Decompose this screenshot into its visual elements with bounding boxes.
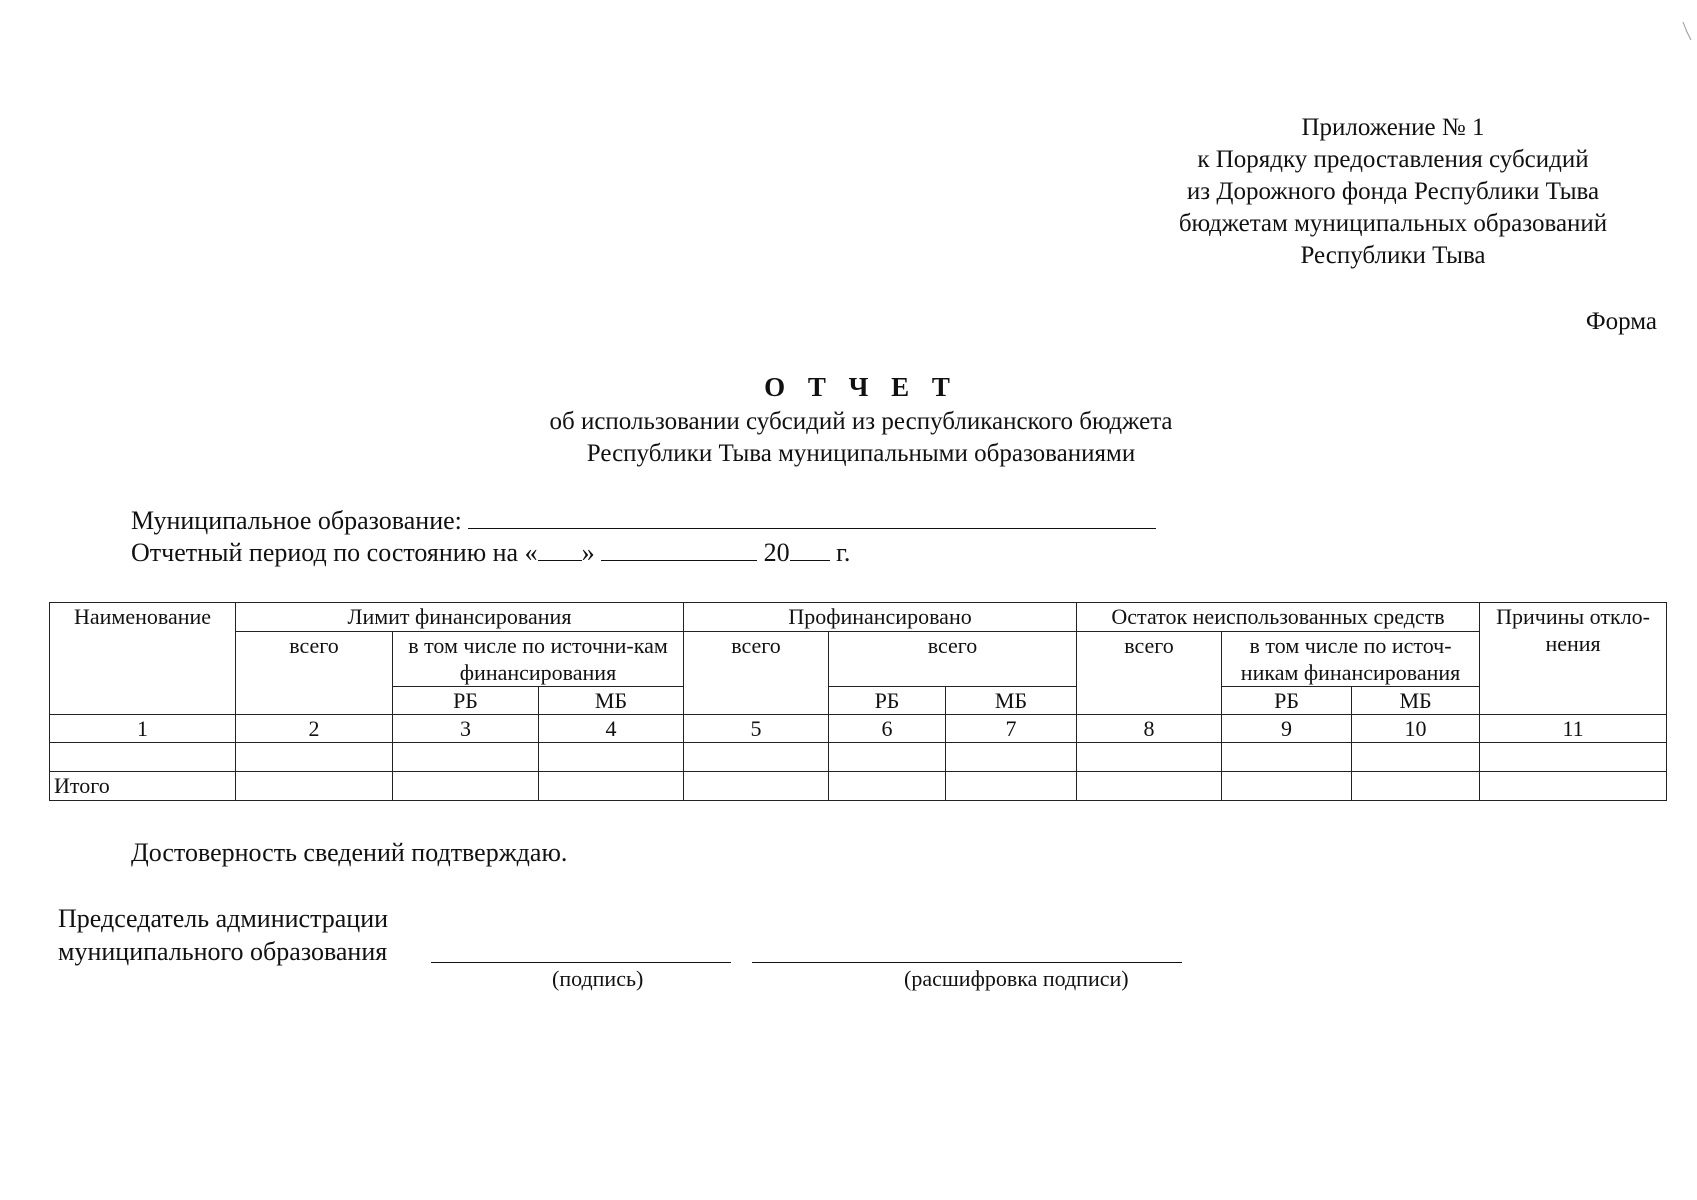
form-label: Форма (1585, 308, 1657, 335)
table-cell[interactable] (829, 772, 946, 801)
header-remainder-mb: МБ (1352, 687, 1480, 715)
header-reasons: Причины откло-нения (1480, 603, 1667, 715)
period-year-prefix: 20 (763, 538, 790, 567)
confirmation-statement: Достоверность сведений подтверждаю. (131, 838, 568, 867)
period-open-quote: « (524, 538, 538, 567)
report-table (49, 602, 1667, 801)
table-cell[interactable] (539, 743, 684, 772)
header-remainder-rb: РБ (1222, 687, 1352, 715)
column-number: 6 (829, 715, 946, 743)
period-day-input[interactable] (538, 538, 582, 561)
table-cell[interactable] (946, 772, 1077, 801)
table-cell[interactable] (236, 743, 393, 772)
municipality-field (131, 506, 1156, 536)
appendix-reference (1133, 112, 1653, 272)
document-subtitle (0, 406, 1697, 470)
signature-caption: (подпись) (552, 966, 644, 991)
header-name: Наименование (50, 603, 236, 715)
column-number: 10 (1352, 715, 1480, 743)
reporting-period-field (131, 538, 850, 568)
column-number: 5 (684, 715, 829, 743)
column-number: 4 (539, 715, 684, 743)
header-financed-mb: МБ (946, 687, 1077, 715)
period-year-input[interactable] (790, 538, 830, 561)
appendix-line: Приложение № 1 (1301, 114, 1485, 141)
period-month-input[interactable] (601, 538, 757, 561)
period-label: Отчетный период по состоянию на (131, 538, 519, 567)
document-title: О Т Ч Е Т (764, 372, 958, 402)
table-cell[interactable] (1077, 743, 1222, 772)
header-remainder-sources: в том числе по источ-никам финансирования (1222, 632, 1480, 687)
position-line: муниципального образования (58, 937, 388, 966)
appendix-line: бюджетам муниципальных образований (1178, 210, 1608, 237)
header-financed-total-2: всего (829, 632, 1077, 687)
appendix-line: Республики Тыва (1300, 242, 1486, 269)
total-label: Итого (50, 772, 236, 801)
table-cell[interactable] (539, 772, 684, 801)
column-number: 11 (1480, 715, 1667, 743)
column-number: 9 (1222, 715, 1352, 743)
header-limit-mb: МБ (539, 687, 684, 715)
table-row-total (50, 772, 1667, 801)
municipality-input[interactable] (468, 506, 1156, 529)
row-name-cell[interactable] (50, 743, 236, 772)
position-line: Председатель администрации (58, 904, 389, 933)
signatory-position (58, 902, 388, 968)
table-row (50, 743, 1667, 772)
column-number: 3 (393, 715, 539, 743)
signature-transcript-line[interactable] (752, 962, 1182, 963)
table-cell[interactable] (1480, 772, 1667, 801)
municipality-label: Муниципальное образование: (131, 506, 462, 535)
period-close-quote: » (581, 538, 595, 567)
column-number: 7 (946, 715, 1077, 743)
table-cell[interactable] (1222, 772, 1352, 801)
table-cell[interactable] (1222, 743, 1352, 772)
header-financed-total: всего (684, 632, 829, 715)
header-limit-rb: РБ (393, 687, 539, 715)
transcript-caption: (расшифровка подписи) (904, 966, 1129, 991)
table-cell[interactable] (1480, 743, 1667, 772)
column-number: 2 (236, 715, 393, 743)
period-suffix: г. (836, 538, 851, 567)
table-cell[interactable] (236, 772, 393, 801)
header-limit: Лимит финансирования (236, 603, 684, 632)
table-cell[interactable] (393, 743, 539, 772)
column-number: 1 (50, 715, 236, 743)
column-number-row (50, 715, 1667, 743)
header-financed: Профинансировано (684, 603, 1077, 632)
table-cell[interactable] (393, 772, 539, 801)
table-cell[interactable] (1077, 772, 1222, 801)
appendix-line: к Порядку предоставления субсидий (1197, 146, 1589, 173)
subtitle-line: об использовании субсидий из республиканского бюджета (549, 408, 1173, 435)
appendix-line: из Дорожного фонда Республики Тыва (1186, 178, 1600, 205)
table-cell[interactable] (1352, 743, 1480, 772)
signature-line[interactable] (431, 962, 731, 963)
header-remainder: Остаток неиспользованных средств (1077, 603, 1480, 632)
table-cell[interactable] (684, 772, 829, 801)
table-cell[interactable] (1352, 772, 1480, 801)
header-financed-rb: РБ (829, 687, 946, 715)
header-limit-total: всего (236, 632, 393, 715)
subtitle-line: Республики Тыва муниципальными образованиями (586, 440, 1136, 467)
table-cell[interactable] (684, 743, 829, 772)
header-remainder-total: всего (1077, 632, 1222, 715)
table-cell[interactable] (829, 743, 946, 772)
scan-artifact-icon (1681, 20, 1693, 42)
header-limit-sources: в том числе по источни-кам финансирования (393, 632, 684, 687)
column-number: 8 (1077, 715, 1222, 743)
table-cell[interactable] (946, 743, 1077, 772)
